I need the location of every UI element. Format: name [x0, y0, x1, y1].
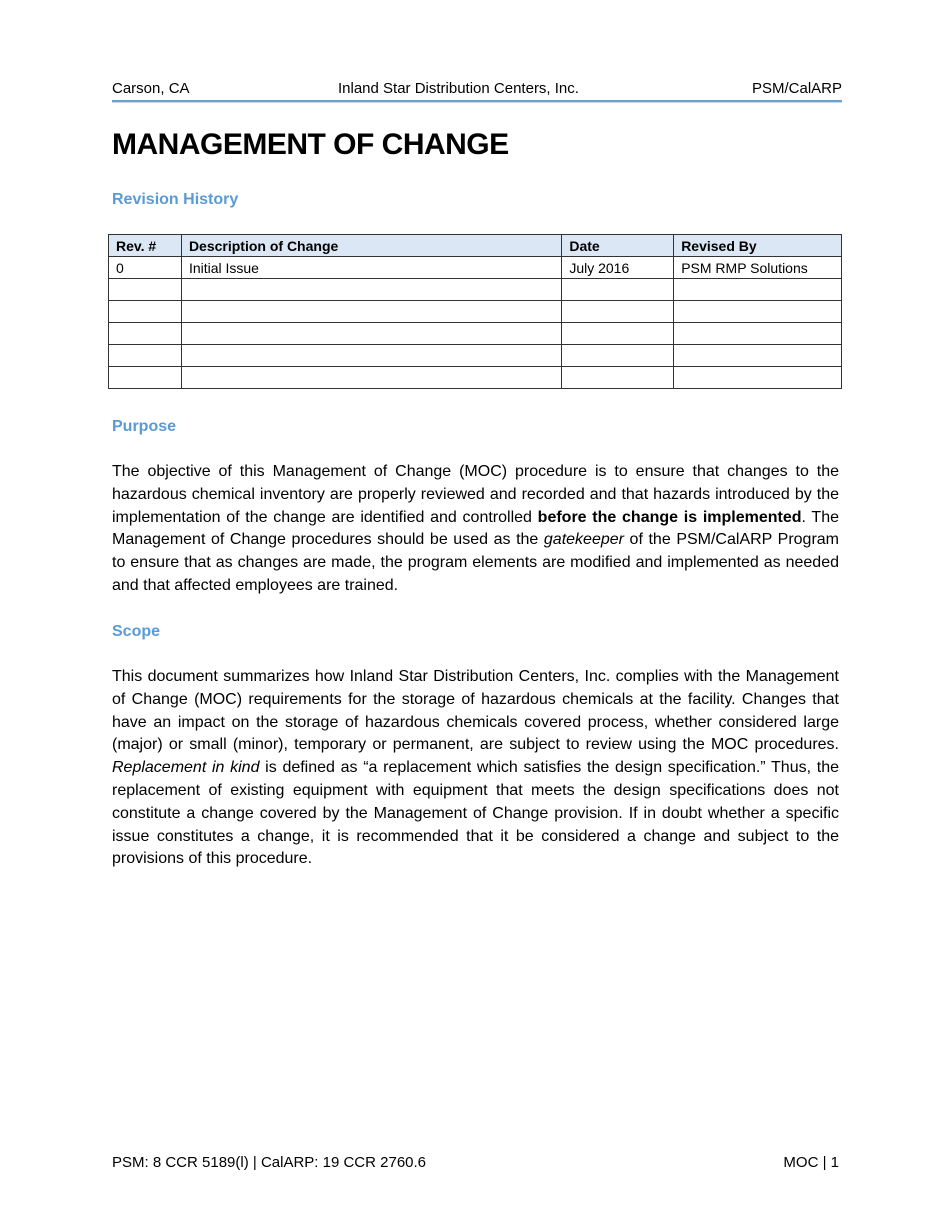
- cell-description: [181, 367, 561, 389]
- cell-date: [562, 367, 674, 389]
- scope-heading: Scope: [112, 623, 161, 640]
- scope-text-1: This document summarizes how Inland Star Distribution Centers, Inc. complies with the Management of Change (MOC) requirements for the storage of hazardous chemicals at the facility. Changes that have an impact on the storage of hazardous chemicals covered process, whether considered large (major) or small (minor), temporary or permanent, are subject to review using the MOC procedures.: [112, 668, 839, 754]
- column-header-rev: Rev. #: [109, 235, 182, 257]
- footer-regulations: PSM: 8 CCR 5189(l) | CalARP: 19 CCR 2760.6: [112, 1154, 427, 1171]
- header-company: Inland Star Distribution Centers, Inc.: [338, 80, 579, 97]
- cell-revised-by: [674, 323, 842, 345]
- table-row: [109, 279, 842, 301]
- cell-revised-by: PSM RMP Solutions: [674, 257, 842, 279]
- purpose-paragraph: [112, 461, 839, 598]
- cell-date: July 2016: [562, 257, 674, 279]
- cell-date: [562, 279, 674, 301]
- cell-rev: [109, 345, 182, 367]
- page-header: [112, 80, 842, 100]
- cell-rev: [109, 367, 182, 389]
- page-footer: [112, 1154, 839, 1171]
- table-row: [109, 301, 842, 323]
- table-row: [109, 257, 842, 279]
- cell-description: [181, 301, 561, 323]
- header-program: PSM/CalARP: [751, 80, 842, 97]
- cell-date: [562, 301, 674, 323]
- header-location: Carson, CA: [112, 80, 190, 97]
- purpose-text-1: The objective of this Management of Change (MOC) procedure is to ensure that changes to the hazardous chemical inventory are properly reviewed and recorded and that hazards introduced by the implementation of the change are identified and controlled: [112, 463, 839, 526]
- cell-date: [562, 323, 674, 345]
- table-header-row: [109, 235, 842, 257]
- purpose-bold-text: before the change is implemented: [537, 508, 802, 526]
- cell-date: [562, 345, 674, 367]
- scope-paragraph: [112, 666, 839, 871]
- footer-page-number: MOC | 1: [783, 1154, 839, 1171]
- revision-history-heading: Revision History: [112, 191, 239, 208]
- column-header-description: Description of Change: [181, 235, 561, 257]
- page-title: MANAGEMENT OF CHANGE: [112, 128, 509, 161]
- table-row: [109, 323, 842, 345]
- cell-revised-by: [674, 279, 842, 301]
- cell-rev: [109, 323, 182, 345]
- scope-text-2: is defined as “a replacement which satisfies the design specification.” Thus, the replacement of existing equipment with equipment that meets the design specifications does not constitute a change covered by the Management of Change provision. If in doubt whether a specific issue constitutes a change, it is recommended that it be considered a change and subject to the provisions of this procedure.: [112, 759, 839, 868]
- table-row: [109, 345, 842, 367]
- cell-rev: 0: [109, 257, 182, 279]
- cell-description: [181, 279, 561, 301]
- revision-history-table: [108, 234, 842, 389]
- cell-description: Initial Issue: [181, 257, 561, 279]
- purpose-text-3: of the PSM/CalARP Program to ensure that as changes are made, the program elements are modified and implemented as needed and that affected employees are trained.: [112, 531, 839, 594]
- purpose-text-2: . The Management of Change procedures should be used as the: [112, 508, 840, 549]
- header-divider: [112, 100, 842, 103]
- cell-revised-by: [674, 301, 842, 323]
- cell-revised-by: [674, 367, 842, 389]
- purpose-heading: Purpose: [112, 418, 177, 435]
- cell-rev: [109, 279, 182, 301]
- purpose-italic-text: gatekeeper: [543, 531, 624, 549]
- cell-description: [181, 323, 561, 345]
- cell-description: [181, 345, 561, 367]
- cell-rev: [109, 301, 182, 323]
- column-header-revised-by: Revised By: [674, 235, 842, 257]
- scope-italic-text: Replacement in kind: [112, 759, 260, 777]
- table-row: [109, 367, 842, 389]
- cell-revised-by: [674, 345, 842, 367]
- column-header-date: Date: [562, 235, 674, 257]
